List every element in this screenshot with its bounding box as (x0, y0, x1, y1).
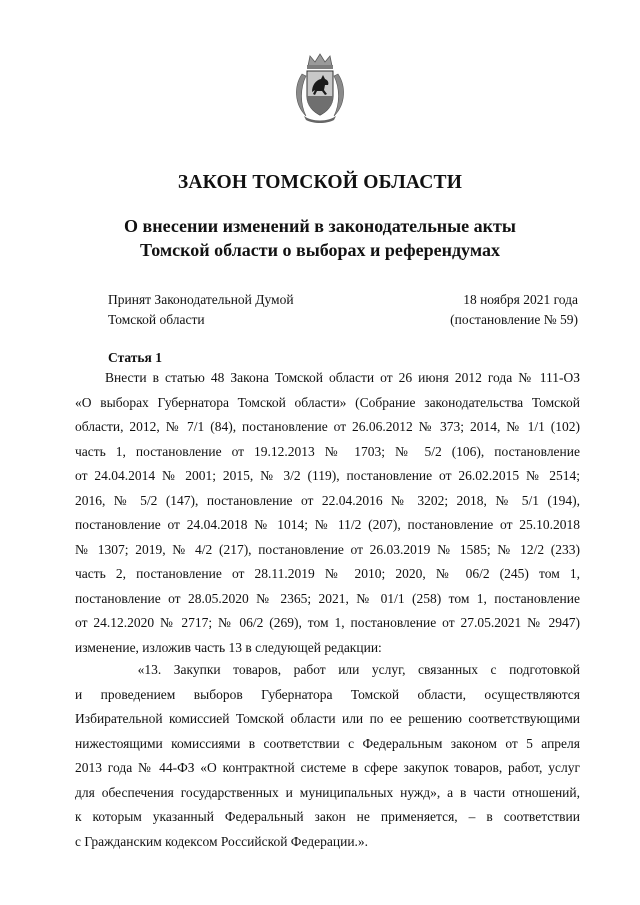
article-paragraph (75, 366, 580, 660)
text-line: постановление от 24.04.2018 № 1014; № 11/2 (207), постановление от 25.10.2018 (75, 517, 580, 532)
text-line: Избирательной комиссией Томской области или по ее решению соответствующими (75, 711, 580, 726)
text-line: области, 2012, № 7/1 (84), постановление от 26.06.2012 № 373; 2014, № 1/1 (102) (75, 419, 580, 434)
text-line: изменение, изложив часть 13 в следующей редакции: (75, 639, 382, 655)
law-title: ЗАКОН ТОМСКОЙ ОБЛАСТИ (177, 172, 463, 193)
text-line: для обеспечения государственных и муниципальных нужд», а в части отношений, (75, 784, 580, 800)
text-line: «13. Закупки товаров, работ или услуг, связанных с подготовкой (75, 662, 580, 677)
text-line: Внести в статью 48 Закона Томской области от 26 июня 2012 года № 111-ОЗ (75, 370, 580, 385)
adoption-date-line: 18 ноября 2021 года (463, 292, 578, 307)
coat-of-arms-icon (290, 52, 350, 124)
text-line: к которым указанный Федеральный закон не применяется, – в соответствии (75, 809, 580, 824)
text-line: нижестоящими комиссиями в соответствии с Федеральным законом от 5 апреля (75, 735, 580, 751)
subtitle-line: О внесении изменений в законодательные акты (124, 216, 516, 236)
text-line: и проведением выборов Губернатора Томской области, осуществляются (75, 686, 580, 702)
resolution-number: (постановление № 59) (450, 312, 578, 327)
subtitle-line: Томской области о выборах и референдумах (140, 240, 500, 260)
adopted-by-line: Принят Законодательной Думой (108, 292, 294, 307)
text-line: постановление от 28.05.2020 № 2365; 2021, № 01/1 (258) том 1, постановление (75, 590, 580, 606)
text-line: от 24.04.2014 № 2001; 2015, № 3/2 (119), постановление от 26.02.2015 № 2514; (75, 468, 580, 483)
text-line: от 24.12.2020 № 2717; № 06/2 (269), том 1, постановление от 27.05.2021 № 2947) (75, 615, 580, 630)
adopted-by-line: Томской области (108, 312, 205, 327)
article-title: Статья 1 (108, 350, 162, 365)
text-line: № 1307; 2019, № 4/2 (217), постановление от 26.03.2019 № 1585; № 12/2 (233) (75, 541, 580, 557)
text-line: часть 2, постановление от 28.11.2019 № 2010; 2020, № 06/2 (245) том 1, (75, 566, 580, 581)
text-line: 2016, № 5/2 (147), постановление от 22.04.2016 № 3202; 2018, № 5/1 (194), (75, 492, 580, 508)
text-line: часть 1, постановление от 19.12.2013 № 1703; № 5/2 (106), постановление (75, 443, 580, 459)
text-line: «О выборах Губернатора Томской области» (Собрание законодательства Томской (75, 394, 580, 410)
adopted-by (108, 290, 294, 330)
text-line: с Гражданским кодексом Российской Федерации.». (75, 833, 369, 849)
adoption-date (450, 290, 578, 330)
amendment-paragraph (75, 658, 580, 854)
text-line: 2013 года № 44-ФЗ «О контрактной системе в сфере закупок товаров, работ, услуг (75, 760, 580, 775)
law-subtitle (0, 214, 640, 262)
